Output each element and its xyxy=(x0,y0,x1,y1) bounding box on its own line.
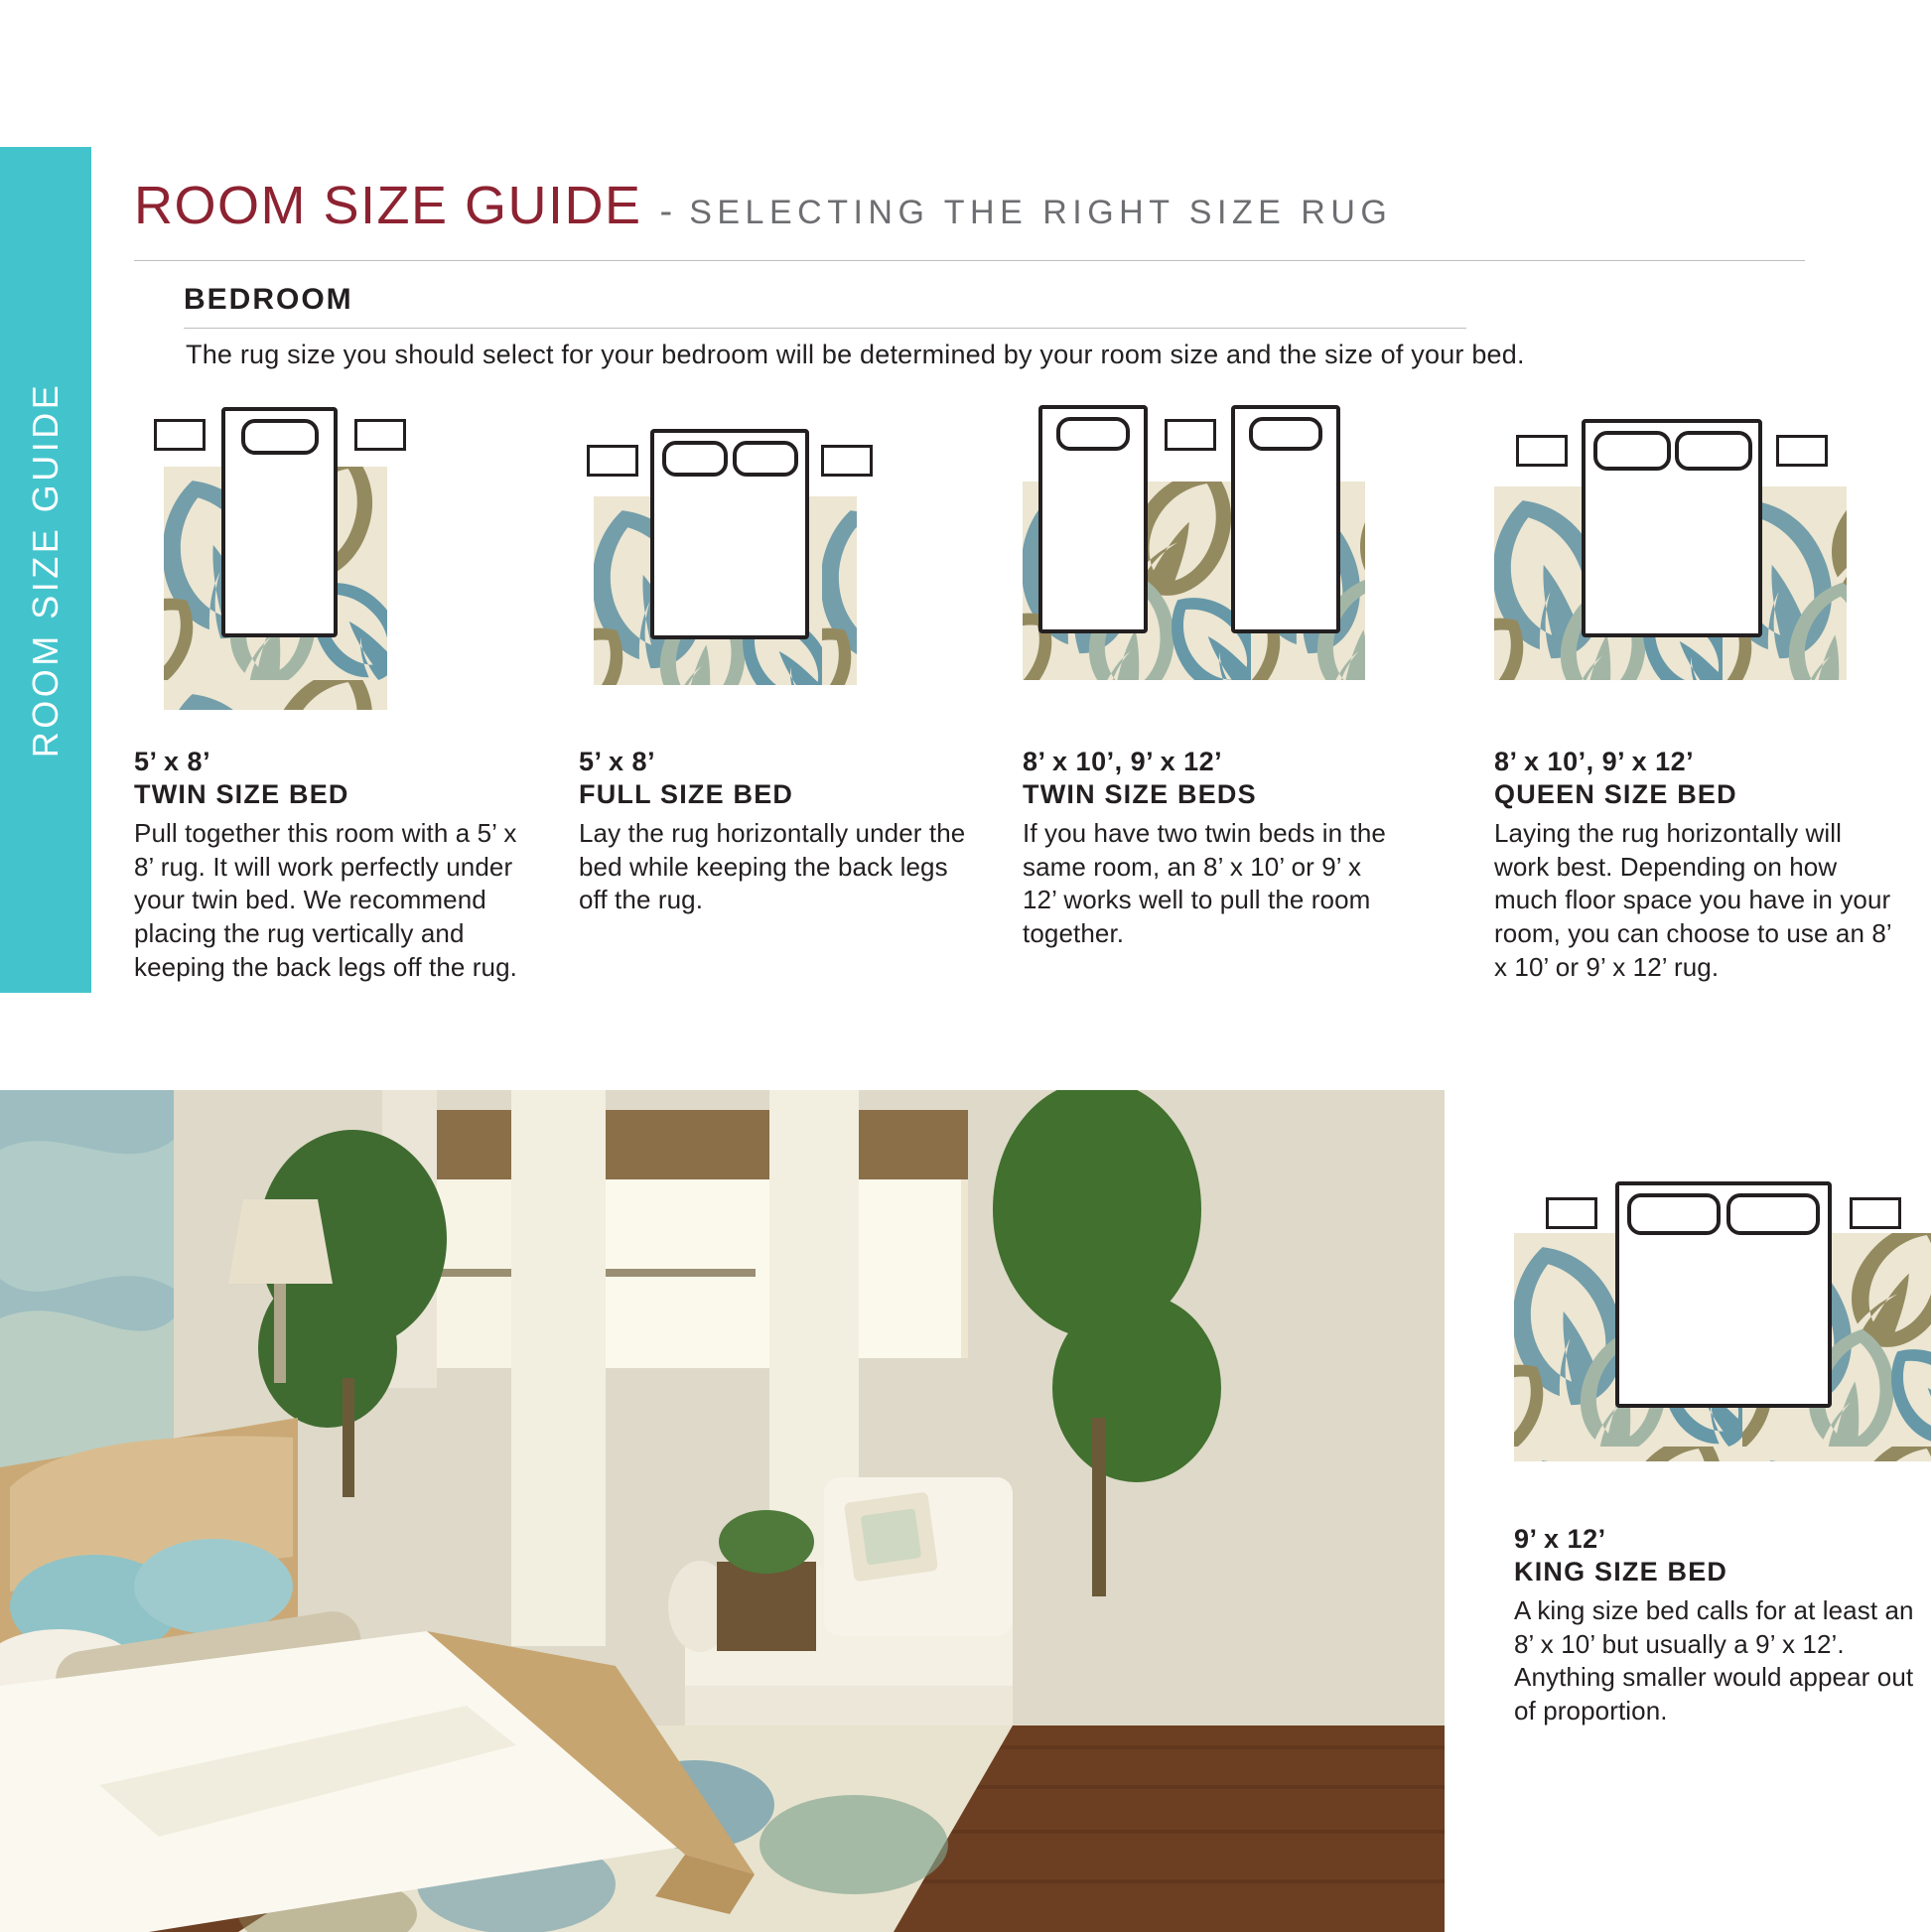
section-description: The rug size you should select for your bedroom will be determined by your room size and the size of your bed. xyxy=(186,340,1525,369)
nightstand-right xyxy=(1776,435,1828,467)
caption-queen xyxy=(1494,746,1891,985)
diagram-row xyxy=(134,397,1891,1092)
caption-body: A king size bed calls for at least an 8’ x 10’ but usually a 9’ x 12’. Anything smaller would appear out of proportion. xyxy=(1514,1594,1914,1726)
caption-body: Laying the rug horizontally will work best. Depending on how much floor space you have in your room, you can choose to use an 8’ x 10’ or 9’ x 12’ rug. xyxy=(1494,817,1891,983)
side-tab xyxy=(0,147,91,993)
bedroom-photo xyxy=(0,1090,1445,1932)
nightstand-left xyxy=(587,445,638,477)
pillow-right xyxy=(1675,431,1752,471)
pillow-left xyxy=(1627,1193,1721,1235)
pillow-left xyxy=(1056,417,1130,451)
nightstand-left xyxy=(1546,1197,1597,1229)
diagram-king xyxy=(1514,1172,1931,1728)
caption-full xyxy=(579,746,976,917)
page-header xyxy=(134,175,1822,261)
nightstand-right xyxy=(354,419,406,451)
caption-body: Lay the rug horizontally under the bed while keeping the back legs off the rug. xyxy=(579,817,966,915)
nightstand-left xyxy=(154,419,206,451)
caption-type: TWIN SIZE BED xyxy=(134,778,349,809)
page-title: ROOM SIZE GUIDE xyxy=(134,176,642,235)
diagram-art-full xyxy=(579,397,1016,740)
diagram-queen xyxy=(1494,397,1931,985)
caption-type: FULL SIZE BED xyxy=(579,778,794,809)
pillow xyxy=(241,419,319,455)
pillow-left xyxy=(662,441,728,477)
pillow-left xyxy=(1593,431,1671,471)
caption-size: 5’ x 8’ xyxy=(579,747,656,776)
caption-size: 9’ x 12’ xyxy=(1514,1524,1606,1554)
caption-type: QUEEN SIZE BED xyxy=(1494,778,1737,809)
caption-size: 8’ x 10’, 9’ x 12’ xyxy=(1494,747,1695,776)
diagram-two-twins xyxy=(1023,397,1459,951)
caption-twin-vertical xyxy=(134,746,531,985)
nightstand-right xyxy=(821,445,873,477)
pillow-right xyxy=(733,441,798,477)
caption-king xyxy=(1514,1523,1921,1728)
diagram-art-queen xyxy=(1494,397,1931,740)
diagram-full-horizontal xyxy=(579,397,1016,917)
diagram-art-king xyxy=(1514,1172,1931,1499)
side-tab-label: ROOM SIZE GUIDE xyxy=(25,381,66,759)
caption-type: TWIN SIZE BEDS xyxy=(1023,778,1257,809)
nightstand-right xyxy=(1850,1197,1901,1229)
diagram-art-two-twins xyxy=(1023,397,1459,740)
title-dash: - xyxy=(659,191,674,232)
header-divider xyxy=(134,260,1805,261)
page-subtitle: SELECTING THE RIGHT SIZE RUG xyxy=(689,194,1393,231)
nightstand-center xyxy=(1165,419,1216,451)
pillow-right xyxy=(1726,1193,1820,1235)
section-title: BEDROOM xyxy=(184,283,353,316)
caption-two-twins xyxy=(1023,746,1400,951)
caption-body: If you have two twin beds in the same room, an 8’ x 10’ or 9’ x 12’ works well to pull the room together. xyxy=(1023,817,1386,949)
caption-type: KING SIZE BED xyxy=(1514,1556,1728,1587)
caption-size: 5’ x 8’ xyxy=(134,747,211,776)
bedroom-photo-illustration xyxy=(0,1090,1445,1932)
nightstand-left xyxy=(1516,435,1568,467)
section-divider xyxy=(184,328,1466,329)
diagram-art-twin-vertical xyxy=(134,397,571,740)
pillow-right xyxy=(1249,417,1322,451)
diagram-twin-vertical xyxy=(134,397,571,985)
caption-body: Pull together this room with a 5’ x 8’ rug. It will work perfectly under your twin bed. We recommend placing the rug vertically and keeping the back legs off the rug. xyxy=(134,817,517,983)
caption-size: 8’ x 10’, 9’ x 12’ xyxy=(1023,747,1223,776)
